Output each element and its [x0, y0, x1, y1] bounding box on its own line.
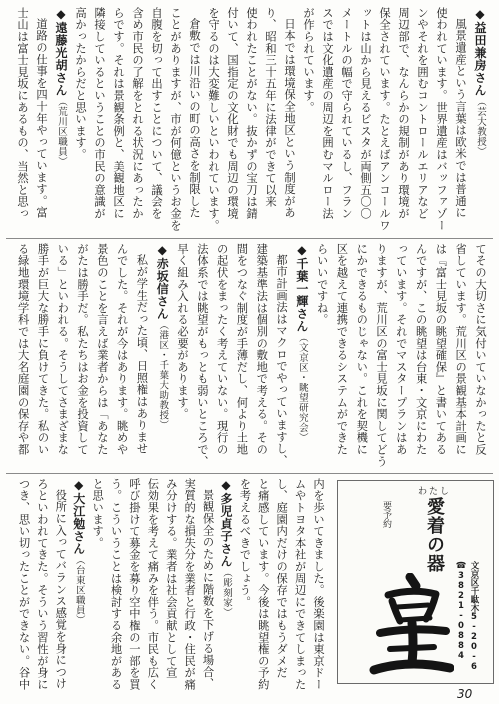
text-line: てその大切さに気付いていなかったと反 [474, 243, 487, 456]
text-line: み分けする。業者は社会貢献として宣 [164, 478, 178, 679]
shop-name: 愛着の器 [424, 497, 445, 573]
speaker-heading [69, 478, 87, 694]
article-tier-bottom [14, 478, 327, 694]
tier-divider [6, 473, 493, 474]
text-line: スでは文化遺産の周辺を囲むマルロー法 [321, 7, 334, 220]
speaker-affiliation: （荒川区職員） [56, 96, 67, 167]
text-line: し、庭園内だけの保存ではもうダメだ [275, 478, 289, 679]
text-line: を守るのは大変難しいといわれています。 [207, 7, 220, 232]
text-line: 付いて、国指定の文化財でも周辺の環境 [226, 7, 239, 220]
article-tier-middle [13, 243, 490, 471]
text-line: 早く組み入れる必要があります。 [176, 243, 190, 420]
text-line: らいいですね。 [315, 243, 329, 326]
text-line: んでした。それが今はあります。眺めや [115, 243, 129, 456]
speaker-heading [291, 243, 312, 471]
text-line: がたは勝手だ。私たちはお金を投資して [76, 243, 90, 456]
text-line: メートルの幅で守られているし、フラン [340, 7, 353, 220]
text-line: っています。それでマスタープランはあ [394, 243, 408, 456]
text-line: り、昭和三十五年に法律ができて以来 [264, 7, 277, 208]
text-line: 間をつなぐ制度が手薄だし、何より土地 [235, 243, 249, 456]
text-line: 使われています。世界遺産はバッファゾー [435, 7, 448, 232]
text-line: にかできるものじゃない。これを契機に [355, 243, 369, 456]
speaker-affiliation: （芸大教授） [475, 96, 486, 157]
text-line: 高かったからだと思います。 [74, 7, 87, 161]
text-line: ろといわれてきた。そういう習性が身に [35, 478, 49, 691]
text-line: 内を歩いてきました。後楽園は東京ドー [312, 478, 325, 691]
text-line: 伝効果を考えて痛みを伴う。市民も広く [146, 478, 160, 691]
text-line: 保全されています。たとえばアンコールワ [378, 7, 391, 232]
tier-divider [6, 238, 493, 239]
calligraphy-logo-icon [368, 573, 454, 677]
text-line: が作られています。 [302, 7, 315, 114]
text-line: 日本では環境保全地区という制度があ [283, 18, 296, 219]
speaker-affiliation: （台東区職員） [73, 555, 85, 625]
speaker-heading [151, 243, 172, 471]
text-line: る緑地環境学科では大名庭園の保存や都 [16, 243, 30, 456]
text-line: らです。それは景観条例と、美観地区に [112, 7, 125, 220]
speaker-name: ◆益田兼房さん [473, 7, 487, 97]
speaker-heading [51, 7, 71, 235]
speaker-name: ◆多児貞子さん [218, 478, 233, 568]
text-line: いる」といわれる。そうしてさまざまな [56, 243, 70, 456]
text-line: 勝手が巨大な勝手に負けてきた。私のい [36, 243, 50, 456]
speaker-name: ◆赤坂信さん [155, 243, 170, 320]
text-line: 士山は富士見坂にあるもの、当然と思っ [16, 7, 29, 220]
text-line: つき、思い切ったことができない。谷中 [17, 478, 31, 691]
text-line: 建築基準法は個別の敷地で考える。その [255, 243, 269, 456]
speaker-affiliation: （港区・千葉大助教授） [157, 320, 169, 430]
text-line: りますが、荒川区の富士見坂に関してどう [375, 243, 389, 468]
text-line: 景色のことを言えば業者からは「あなた [95, 243, 109, 456]
text-line: 自腹を切って出すことについて、議会を [150, 7, 163, 220]
text-line: は『富士見坂の眺望確保』と書いてある [434, 243, 448, 456]
text-line: 倉敷では川沿いの町の高さを制限した [188, 18, 201, 219]
text-line: と思います。 [91, 478, 105, 549]
text-line: を考えるべきでしょう。 [238, 478, 252, 608]
speaker-heading [217, 478, 235, 694]
text-line: 私が学生だった頃、日照権はありませ [135, 254, 149, 455]
speaker-heading [470, 7, 490, 235]
speaker-affiliation: （彫刻家） [220, 567, 232, 618]
text-line: 実質的な損失分を業者と行政・住民が痛 [183, 478, 197, 691]
article-tier-top [13, 7, 490, 235]
text-line: 風景遺産という言葉は欧米では普通に [454, 18, 467, 219]
text-line: 都市計画法はマクロでやっていますし、 [275, 254, 289, 467]
speaker-name: ◆遠藤光胡さん [54, 7, 68, 97]
shop-phone: ☎3821-0884 [456, 561, 466, 661]
text-line: 隣接しているということの市民の意識が [93, 7, 106, 220]
speaker-name: ◆大江勉さん [71, 478, 86, 555]
text-line: 法体系では眺望がもっとも弱いところで、 [195, 243, 209, 468]
text-line: 含め市民の了解をとれる状況にあったか [131, 7, 144, 220]
text-line: 役所に入ってバランス感覚を身につけ [54, 489, 68, 690]
text-line: 周辺部で、なんらかの規制があり環境が [397, 7, 410, 220]
text-line: ンやそれを囲むコントロールエリアなど [416, 7, 429, 220]
text-line: の起伏をまったく考えていない。現行の [215, 243, 229, 456]
shop-address: 文京区千駄木5-20-6 [469, 561, 479, 672]
text-line: 道路の仕事を四十年やっています。富 [35, 18, 48, 219]
speaker-name: ◆千葉一輝さん [294, 243, 309, 333]
text-line: 呼び掛けて募金を募り空中権の一部を買 [127, 478, 141, 691]
text-line: 省しています。荒川区の景観基本計画に [454, 243, 468, 456]
shop-ad [337, 480, 494, 684]
text-line: ことがありますが、市が何億というお金を [169, 7, 182, 232]
text-line: ットは山から見えるビスタが両側五〇〇 [359, 7, 372, 220]
speaker-affiliation: （文京区・眺望研究会） [296, 332, 308, 443]
text-line: 使われたことがない。抜かずの宝刀は錆 [245, 7, 258, 220]
text-line: と痛感しています。今後は眺望権の予約 [256, 478, 270, 691]
text-line: ムやトヨタ本社が周辺にできてしまった [293, 478, 307, 691]
shop-name-ruby: わたし [418, 487, 452, 497]
page-number: 30 [457, 687, 473, 701]
reservation-note: 要予約 [381, 501, 391, 528]
text-line: う。こういうことは検討する余地がある [109, 478, 123, 691]
text-line: 景観保全のために階数を下げる場合、 [201, 489, 215, 690]
text-line: 区を越えて連携できるシステムができた [335, 243, 349, 456]
text-line: んですが、この眺望は台東・文京にわた [414, 243, 428, 456]
